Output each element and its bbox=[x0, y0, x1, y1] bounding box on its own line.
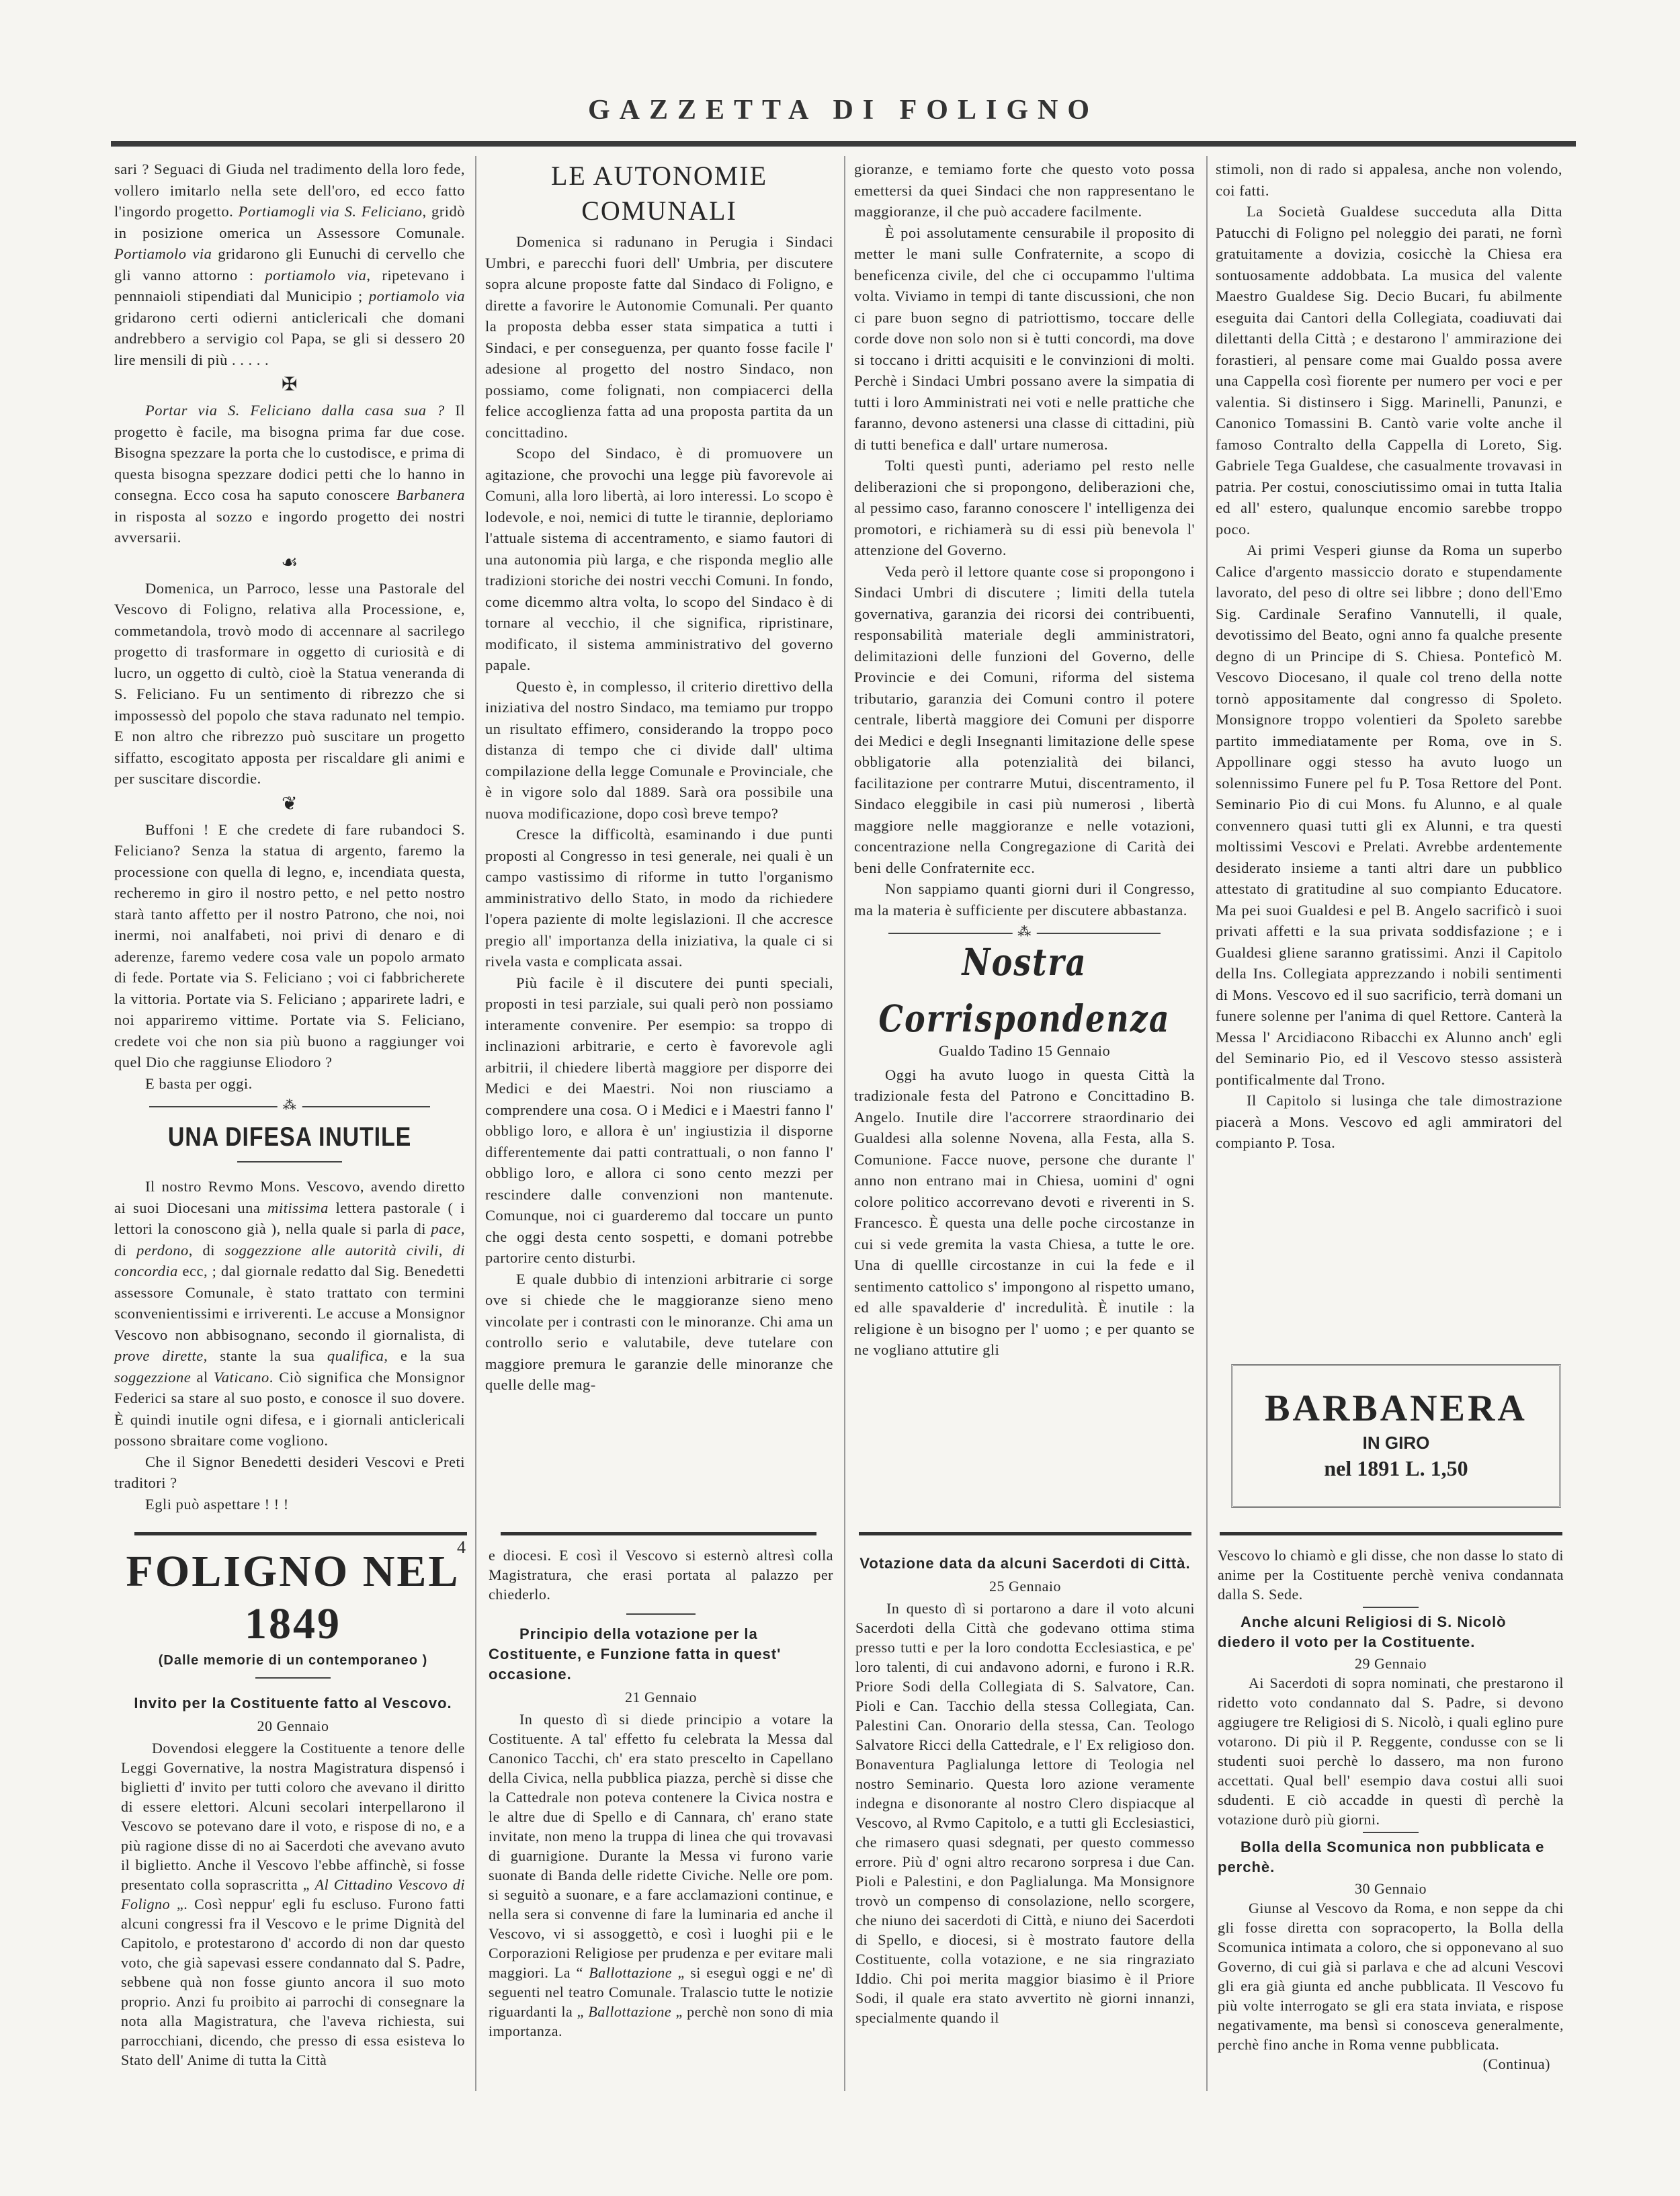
italic-text: Portiamogli via S. Feliciano bbox=[238, 203, 423, 220]
serial-section-heading: Invito per la Costituente fatto al Vescovo. bbox=[134, 1695, 452, 1712]
flourish-divider bbox=[149, 1098, 430, 1113]
continued-note: (Continua) bbox=[1482, 2056, 1550, 2072]
paragraph: Portar via S. Feliciano dalla casa sua ? Il progetto è facile, ma bisogna prima far due cose. Bisogna spezzare la porta che lo custodisce, e prima di questa bisogna spezzare dodici petti che lo hanno in consegna. Ecco cosa ha saputo conoscere Barbanera in risposta al sozzo e ingordo progetto dei nostri avversarii. bbox=[114, 402, 465, 546]
paragraph: stimoli, non di rado si appalesa, anche non volendo, coi fatti. bbox=[1216, 161, 1562, 199]
paragraph: Questo è, in complesso, il criterio direttivo della iniziativa del nostro Sindaco, ma temiamo pur troppo un risultato effimero, considerando la troppo poco distanza di tempo che ci divide dall' ultima compilazione della legge Comunale e Provinciale, che è in vigore solo dal 1889. Sarà ora possibile una nuova modificazione, dopo così breve tempo? bbox=[485, 677, 833, 822]
italic-text: pace bbox=[431, 1220, 461, 1237]
serial-column-1 bbox=[121, 1546, 465, 2070]
paragraph: Ai primi Vesperi giunse da Roma un superbo Calice d'argento massiccio dorato e stupendamente lavorato, del peso di oltre sei libbre ; dono dell'Emo Sig. Cardinale Serafino Vannutelli, il quale, devotissimo del Beato, ogni anno fa qualche presente degno di un Principe di S. Chiesa. Ponteficò M. Vescovo Diocesano, il quale col treno della notte tornò appositamente dal congresso di Spoleto. Monsignore troppo volentieri da Spoleto sarebbe partito immediatamente per Roma, ove in S. Appollinare oggi stesso ha avuto luogo un solennissimo Funere pel fu P. Tosa Rettore del Pont. Seminario Pio di cui Mons. fu Alunno, e al quale convennero quasi tutti gli ex Alunni, e tra questi moltissimi Vescovi e Prelati. Avrebbe ardentemente desiderato insieme a tanti altri dare un pubblico attestato di gratitudine al suo compianto Educatore. Ma pei suoi Gualdesi e pel B. Angelo sacrificò i suoi privati affetti e la sua privata soddisfazione ; e i Gualdesi gliene saranno gratissimi. Anzi il Capitolo della Ins. Collegiata apprezzando i nobili sentimenti di Mons. Vescovo ed il suo sacrificio, terrà domani un funere solenne per l'anima di quel Rettore. Canterà la Messa l' Arcidiacono Ribacchi ex Alunno anch' egli del Seminario Pio, ed il Vescovo stesso assisterà pontificalmente dal Trono. bbox=[1216, 542, 1562, 1088]
article-body bbox=[854, 1064, 1195, 1361]
serial-column-3 bbox=[855, 1546, 1195, 2027]
section-rule bbox=[501, 1532, 816, 1535]
article-paragraphs bbox=[114, 400, 465, 548]
italic-text: Ballottazione bbox=[588, 2003, 672, 2020]
article-body bbox=[1218, 1673, 1564, 1829]
short-rule bbox=[626, 1613, 696, 1615]
paragraph: Scopo del Sindaco, è di promuovere un agitazione, che provochi una legge più favorevole ai Comuni, alla loro libertà, ai loro interessi. Lo scopo è lodevole, e noi, nemici di tutte le tirannie, deploriamo l'attuale sistema di accentramento, e siamo fautori di una autonomia più larga, e che risponda meglio alle tradizioni storiche dei nostri vecchi Comuni. In fondo, come dicemmo altra volta, lo scopo del Sindaco è di tornare al vecchio, il che significa, ripristinare, modificato, il sistema amministrativo del governo papale. bbox=[485, 445, 833, 673]
column-divider bbox=[475, 156, 476, 2091]
paragraph: Il nostro Revmo Mons. Vescovo, avendo diretto ai suoi Diocesani una mitissima lettera pastorale ( i lettori la conoscono già ), nella quale si parla di pace, di perdono, di soggezzione alle autorità civili, di concordia ecc, ; dal giornale redatto dal Sig. Benedetti assessore Comunale, è stato trattato con termini sconvenientissimi e irriverenti. Le accuse a Monsignor Vescovo non abbisognano, secondo il giornalista, di prove dirette, stante la sua qualifica, e la sua soggezzione al Vaticano. Ciò significa che Monsignor Federici sa stare al suo posto, e conosce il suo dovere. È quindi inutile ogni difesa, e i giornali anticlericali possono sbraitare come vogliono. bbox=[114, 1178, 466, 1449]
short-rule bbox=[237, 1161, 343, 1163]
italic-text: Portar via S. Feliciano dalla casa sua ? bbox=[145, 402, 445, 419]
paragraph: Cresce la difficoltà, esaminando i due punti proposti al Congresso in tesi generale, nei quali è un campo vastissimo di riforme in tutto l'organismo amministrativo dello Stato, in modo da richiedere l'opera paziente di molte legislazioni. Il che accresce pregio all' importanza della iniziativa, la quale ci si rivela vasta e complicata assai. bbox=[485, 826, 833, 970]
italic-text: mitissima bbox=[267, 1199, 329, 1216]
article-continuation bbox=[1216, 159, 1562, 1154]
dateline: 29 Gennaio bbox=[1354, 1655, 1427, 1672]
paragraph: Più facile è il discutere dei punti speciali, proposti in tesi parziale, sui quali però non possiamo interamente convenire. Per esempio: sa troppo di inclinazioni arbitrarie, e certo è favorevole agli arbitrii, il chiedere libertà maggiore per disporre dei Medici e dei Maestri. Noi non riusciamo a comprendere una cosa. O i Medici e i Maestri fanno l' obbligo loro, e allora è un' ingiustizia il disporne differentemente dai patti contrattuali, o non fanno l' obbligo loro, e allora ci sono cento mezzi per rescindere dalle convenzioni non mantenute. Comunque, noi ci guarderemo dal toccare un punto che oggi desta cento sospetti, e domani potrebbe partorire cento disturbi. bbox=[485, 974, 833, 1266]
article-continuation bbox=[1218, 1546, 1564, 1604]
article-body bbox=[114, 1176, 465, 1515]
paragraph: Oggi ha avuto luogo in questa Città la tradizionale festa del Patrono e Concittadino B. Angelo. Inutile dire l'accorrere straordinario dei Gualdesi alla solenne Novena, alla Festa, alla S. Comunione. Facce nuove, persone che durante l' anno non entrano mai in Chiesa, uomini d' ogni colore politico accorrevano devoti e riverenti in S. Francesco. È questa una delle poche circostanze in cui si vede gremita la vasta Chiesa, a tutte le ore. Una di quellle circostanze in cui la fede e il sentimento cattolico s' impongono al rispetto umano, ed alle spavalderie d' incredulità. È inutile : la religione è un bisogno per l' uomo ; e per quanto se ne vogliano attutire gli bbox=[854, 1066, 1195, 1358]
article-paragraphs bbox=[114, 578, 465, 790]
dateline: 21 Gennaio bbox=[624, 1689, 698, 1705]
paragraph: In questo dì si diede principio a votare la Costituente. A tal' effetto fu celebrata la Messa dal Canonico Tacchi, ch' era stato prescelto in Capellano della Civica, nella pubblica piazza, perchè si disse che la Cattedrale non poteva contenere la Civica nostra e le altre due di Spello e di Cannara, ch' erano state invitate, non meno la truppa di linea che qui trovavasi di guarnigione. Durante la Messa vi furono varie suonate di Banda delle ridette Civiche. Nelle ore pom. si seguitò a suonare, e a fare acclamazioni continue, e nella sera si convenne di fare la luminaria ed anche il Vescovo, vi si assoggettò, e così i luoghi pii e le Corporazioni Religiose per prudenza e per evitare mali maggiori. La “ Ballottazione „ si eseguì oggi e ne' dì seguenti nel teatro Comunale. Tralascio tutte le notizie riguardanti la „ Ballottazione „ perchè non sono di mia importanza. bbox=[489, 1711, 833, 2039]
snail-ornament-icon: ☙ bbox=[281, 552, 298, 573]
italic-text: qualifica bbox=[327, 1347, 384, 1364]
italic-text: portiamolo via bbox=[265, 266, 367, 284]
paragraph: e diocesi. E così il Vescovo si esternò altresì colla Magistratura, che erasi portata al palazzo per chiederlo. bbox=[489, 1547, 833, 1603]
section-rule bbox=[1220, 1532, 1562, 1535]
italic-text: Vaticano bbox=[214, 1368, 269, 1386]
italic-text: Barbanera bbox=[396, 487, 465, 503]
column-3 bbox=[854, 159, 1195, 1361]
italic-text: Portiamolo via bbox=[114, 245, 212, 262]
dateline: 30 Gennaio bbox=[1354, 1880, 1427, 1897]
paragraph: Domenica, un Parroco, lesse una Pastorale del Vescovo di Foligno, relativa alla Processione, e, commetandola, trovò modo di accennare al sacrilego progetto di trasformare in oggetto di curiosità e di lucro, un oggetto di cultò, cioè la Statua veneranda di S. Feliciano. Fu un sentimento di ribrezzo che si impossessò del popolo che stava radunato nel tempio. E non altro che ribrezzo può suscitare un progetto siffatto, escogitato apposta per riscaldare gli animi e per suscitare discordie. bbox=[114, 579, 465, 787]
paragraph: Il Capitolo si lusinga che tale dimostrazione piacerà a Mons. Vescovo ed agli ammiratori del compianto P. Tosa. bbox=[1216, 1092, 1562, 1151]
serial-subtitle: (Dalle memorie di un contemporaneo ) bbox=[158, 1653, 428, 1668]
ad-subtitle: IN GIRO bbox=[1362, 1433, 1430, 1453]
short-rule bbox=[1363, 1607, 1418, 1608]
paragraph: E quale dubbio di intenzioni arbitrarie ci sorge ove si chiede che le maggioranze sieno meno vincolate per i contrasti con le minoranze. Chi ama un controllo serio e valutabile, deve tutelare con maggiore premura le garanzie delle minoranze che quelle delle mag- bbox=[485, 1270, 833, 1393]
ad-price: nel 1891 L. 1,50 bbox=[1324, 1456, 1468, 1480]
italic-text: Al Cittadino Vescovo di Foligno bbox=[121, 1876, 465, 1912]
serial-section-heading: Principio della votazione per la Costituente, e Funzione fatta in quest' occasione. bbox=[489, 1625, 782, 1683]
dateline: Gualdo Tadino 15 Gennaio bbox=[938, 1042, 1111, 1059]
paragraph: Domenica si radunano in Perugia i Sindaci Umbri, e parecchi fuori dell' Umbria, per discutere sopra alcune proposte fatte dal Sindaco di Foligno, e dirette a favorire le Autonomie Comunali. Per quanto la proposta debba esser stata simpatica a tutti i Sindaci, e per conseguenza, per quanto fosse facile l' adesione al progetto del nostro Sindaco, non possiamo, come folignati, non compiacerci della felice accoglienza fatta ad una proposta partita da un concittadino. bbox=[485, 233, 833, 441]
article-body bbox=[485, 231, 833, 1396]
ornament-icon: ❦ bbox=[282, 793, 298, 814]
ad-title: BARBANERA bbox=[1265, 1388, 1527, 1429]
article-continuation bbox=[489, 1546, 833, 1604]
column-1 bbox=[114, 159, 465, 1515]
serial-column-4 bbox=[1218, 1546, 1564, 2074]
italic-text: Ballottazione bbox=[589, 1964, 673, 1981]
section-rule bbox=[134, 1532, 467, 1535]
article-heading: LE AUTONOMIE COMUNALI bbox=[550, 161, 768, 226]
serial-section-heading: Bolla della Scomunica non pubblicata e perchè. bbox=[1218, 1839, 1545, 1875]
paragraph: sari ? Seguaci di Giuda nel tradimento della loro fede, vollero imitarlo nella sete dell'oro, ed ecco fatto l'ingordo progetto. Portiamogli via S. Feliciano, gridò in posizione omerica un Assessore Comunale. Portiamolo via gridarono gli Eunuchi di cervello che gli vanno attorno : portiamolo via, ripetevano i pennnaioli stipendiati dal Municipio ; portiamolo via gridarono certi odierni anticlericali che domani andrebbero a servigio col Papa, se gli si dessero 20 lire mensili di più . . . . . bbox=[114, 161, 466, 368]
italic-text: prove dirette bbox=[114, 1347, 204, 1364]
paragraph: E basta per oggi. bbox=[145, 1074, 253, 1092]
column-divider bbox=[844, 156, 845, 2091]
masthead-title: GAZZETTA DI FOLIGNO bbox=[588, 95, 1099, 126]
paragraph: La Società Gualdese succeduta alla Ditta Patucchi di Foligno pel noleggio dei parati, ne fornì gratuitamente a dovizia, cosicchè la Chiesa era sontuosamente addobbata. La musica del valente Maestro Gualdese Sig. Decio Bucari, fu abilmente eseguita dai Cantori della Collegiata, coadiuvati dai dilettanti della Città ; e destarono l' ammirazione dei forastieri, al pensare come mai Gualdo possa avere una Cappella così fiorente per numero per voci e per valentia. Si distinsero i Sigg. Marinelli, Panunzi, e Canonico Tomassini B. Cantò varie volte anche il famoso Contralto della Cappella di Loreto, Sig. Gabriele Tega Gualdese, che casualmente trovavasi in patria. Per costui, conosciutissimo omai in tutta Italia ed all' estero, qualunque encomio sarebbe troppo poco. bbox=[1216, 203, 1562, 538]
paragraph: Dovendosi eleggere la Costituente a tenore delle Leggi Governative, la nostra Magistratura dispensó i biglietti d' invito per tutti coloro che avevano il diritto di essere elettori. Alcuni secolari interpellarono il Vescovo se potevano dare il voto, e rispose di no, e a più ragione disse di no ai Sacerdoti che avevano avuto il biglietto. Anche il Vescovo l'ebbe affinchè, si fosse presentato colla soprascritta „ Al Cittadino Vescovo di Foligno „. Così neppur' egli fu escluso. Furono fatti alcuni congressi fra il Vescovo e le prime Dignità del Capitolo, e protestarono d' accordo di non dar questo voto, che già sapevasi essere condannato dal S. Padre, sebbene quà non fosse giunto ancora il suo moto proprio. Anzi fu proibito ai parrochi di consegnare la nota alla Magistratura, che l'aveva richiesta, sui parrocchiani, dicendo, che presso di essa esisteva lo Stato dell' Anime di tutta la Città bbox=[121, 1740, 465, 2068]
ornament-icon: ✠ bbox=[282, 374, 298, 395]
paragraph: Buffoni ! E che credete di fare rubandoci S. Feliciano? Senza la statua di argento, faremo la processione con quella di legno, e, incendiata questa, recheremo in giro il nostro petto, e nel petto nostro starà tanto affetto per il nostro Patrono, che noi, noi inermi, noi analfabeti, noi privi di denaro e di aderenze, faremo vedere cosa vale un popolo armato di fede. Portate via S. Feliciano ; voi ci fabbricherete la vittoria. Portate via S. Feliciano ; apparirete ladri, e noi appariremo vittime. Portate via S. Feliciano, credete voi che non sia più buono a raggiunger voi quel Dio che raggiunse Eliodoro ? bbox=[114, 820, 465, 1070]
barbanera-advertisement bbox=[1231, 1364, 1561, 1508]
paragraph: Egli può aspettare ! ! ! bbox=[145, 1495, 289, 1513]
paragraph: gioranze, e temiamo forte che questo voto possa emettersi da quei Sindaci che non rappresentano le maggioranze, il che può accadere facilmente. bbox=[854, 161, 1195, 220]
serial-section-heading: Votazione data da alcuni Sacerdoti di Città. bbox=[859, 1555, 1191, 1572]
page-number: 4 bbox=[457, 1537, 466, 1557]
paragraph: Tolti questì punti, aderiamo pel resto nelle deliberazioni che si propongono, deliberazioni che, al pessimo caso, faranno conoscere l' intelligenza dei promotori, e richiamerà su di essi più benevola l' attenzione del Governo. bbox=[854, 457, 1195, 558]
paragraph: Veda però il lettore quante cose si propongono i Sindaci Umbri di discutere ; limiti della tutela governativa, garanzia dei ricorsi dei contribuenti, responsabilità materiale degli amministratori, delimitazioni delle funzioni del Governo, delle Provincie e dei Comuni, riforma del sistema tributario, garanzia dei Comuni contro il potere centrale, libertà maggiore dei Comuni per disporre dei Medici e degli Insegnanti limitazione delle spese obbligatorie alla potenzialità dei bilanci, facilitazione per contrarre Mutui, discentramento, il Sindaco eleggibile in casi più numerosi , libertà maggiore nelle maggioranze e nelle votazioni, concentrazione nella Congregazione di Carità dei beni delle Confraternite ecc. bbox=[854, 562, 1195, 876]
column-divider bbox=[1206, 156, 1208, 2091]
paragraph: È poi assolutamente censurabile il proposito di metter le mani sulle Confraternite, a scopo di beneficenza civile, del che ci occupammo l'ultima volta. Viviamo in tempi di tante discussioni, che non ci pare buon segno di patriottismo, toccare delle corde dove non solo non si è tutti concordi, ma dove si toccano i dritti acquisiti e le convinzioni di molti. Perchè i Sindaci Umbri possano avere la simpatia di tutti i loro Amministrati nei voti e nelle prattiche che faranno, devono astenersi una classe di cittadini, più di tutti benefica e dall' urtare numerosa. bbox=[854, 224, 1195, 453]
section-rule bbox=[859, 1532, 1191, 1535]
italic-text: soggezzione bbox=[114, 1368, 192, 1386]
column-2 bbox=[485, 159, 833, 1396]
article-continuation bbox=[114, 159, 465, 370]
article-body bbox=[121, 1738, 465, 2070]
paragraph: Che il Signor Benedetti desideri Vescovi e Preti traditori ? bbox=[114, 1453, 465, 1491]
italic-text: portiamolo via bbox=[368, 288, 466, 304]
paragraph: Non sappiamo quanti giorni duri il Congresso, ma la materia è sufficiente per discutere abbastanza. bbox=[854, 880, 1195, 919]
serial-section-heading: Anche alcuni Religiosi di S. Nicolò diedero il voto per la Costituente. bbox=[1218, 1613, 1507, 1650]
italic-text: soggezzione alle autorità civili, di concordia bbox=[114, 1241, 465, 1279]
serial-column-2 bbox=[489, 1546, 833, 2041]
paragraph: In questo dì si portarono a dare il voto alcuni Sacerdoti della Città che godevano ottima stima presso tutti e per la loro condotta Ecclesiastica, e pe' loro talenti, di cui andavono adorni, e furono i R.R. Priore Sodi della Collegiata di S. Salvatore, Can. Pioli e Can. Tacchio della stessa Collegiata, Can. Palestini Can. Onorario della stessa, Can. Teologo Salvatore Ricci della Cattedrale, e l' Ex religioso don. Bonaventura Paglialunga lettore di Teologia nel nostro Seminario. Questa loro azione veramente indegna e disonorante al nostro Clero dispiacque al Vescovo, al Rvmo Capitolo, e a tutti gli Ecclesiastici, che rimasero quasi sdegnati, per questo commesso errore. Più d' ogni altro recarono sorpresa i due Can. Pioli e Palestini, e don Paglialunga. Ma Monsignore trovò un compenso di consolazione, nello scorgere, che niuno dei sacerdoti di Città, e niuno dei Sacerdoti di Spello, e diocesi, si è mostrato fautore della Costituente, colla votazione, e ne sia ringraziato Iddio. Chi poi merita maggior biasimo è il Priore Sodi, il quale era stato avvertito nè giorni innanzi, specialmente quando il bbox=[855, 1600, 1195, 2026]
dateline: 20 Gennaio bbox=[257, 1718, 329, 1734]
article-heading: UNA DIFESA INUTILE bbox=[167, 1122, 412, 1152]
article-paragraphs bbox=[114, 819, 465, 1095]
flourish-icon: ⁂ bbox=[278, 1097, 302, 1113]
paragraph: Ai Sacerdoti di sopra nominati, che prestarono il ridetto voto condannato dal S. Padre, si devono aggiugere tre Religiosi di S. Nicolò, i quali eglino pure votarono. Di più il P. Reggente, condusse con se li studenti suoi perchè lo dassero, ma non furono accettati. Qual bell' esempio dava costui alli suoi sdudenti. E ciò accadde in questi dì perchè la votazione durò più giorni. bbox=[1218, 1675, 1564, 1828]
serial-title: FOLIGNO NEL 1849 bbox=[126, 1547, 460, 1648]
masthead-rule bbox=[111, 141, 1576, 147]
short-rule bbox=[1363, 1832, 1418, 1833]
flourish-icon: ⁂ bbox=[1012, 924, 1037, 940]
italic-text: perdono bbox=[136, 1241, 189, 1259]
short-rule bbox=[255, 1677, 331, 1679]
paragraph: Giunse al Vescovo da Roma, e non seppe da chi gli fosse diretta con sopracoperto, la Bolla della Scomunica intimata a coloro, che si opponevano al suo Governo, di cui già si parlava e che ad alcuni Vescovi gli era già giunta ed anche pubblicata. Il Vescovo fu più volte interrogato se gli era stata inviata, e rispose negativamente, ma bensì si conosceva generalmente, perchè fino anche in Roma venne pubblicata. bbox=[1218, 1900, 1564, 2053]
section-heading: Nostra Corrispondenza bbox=[878, 940, 1171, 1041]
paragraph: Vescovo lo chiamò e gli disse, che non dasse lo stato di anime per la Costituente perchè veniva condannata dalla S. Sede. bbox=[1218, 1547, 1564, 1603]
article-body bbox=[489, 1709, 833, 2041]
article-body bbox=[1218, 1898, 1564, 2054]
article-continuation bbox=[854, 159, 1195, 921]
article-body bbox=[855, 1599, 1195, 2027]
column-4 bbox=[1216, 159, 1562, 1154]
dateline: 25 Gennaio bbox=[989, 1578, 1062, 1595]
